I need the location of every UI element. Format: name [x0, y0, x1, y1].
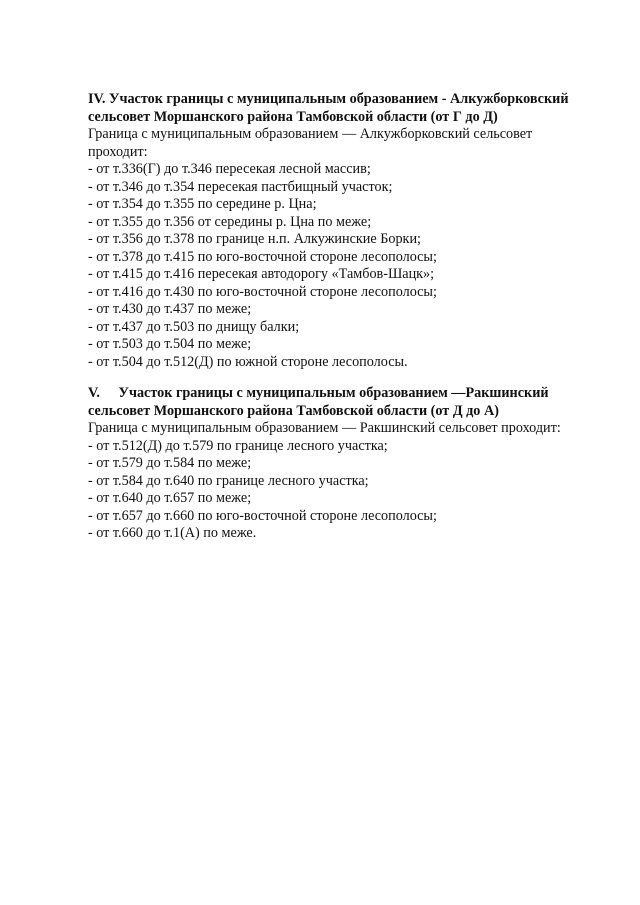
list-item: - от т.416 до т.430 по юго-восточной стороне лесополосы;: [88, 283, 437, 300]
section-intro-line2: проходит:: [88, 143, 148, 160]
list-item: - от т.584 до т.640 по границе лесного участка;: [88, 472, 369, 489]
list-item: - от т.503 до т.504 по меже;: [88, 336, 252, 352]
list-item: - от т.437 до т.503 по днищу балки;: [88, 318, 300, 335]
section-number: V.: [88, 385, 100, 401]
section-heading: [88, 385, 618, 403]
list-item: - от т.640 до т.657 по меже;: [88, 490, 252, 506]
list-item: - от т.378 до т.415 по юго-восточной стороне лесополосы;: [88, 248, 437, 265]
section-heading: [88, 91, 618, 109]
list-item: - от т.512(Д) до т.579 по границе лесного участка;: [88, 437, 388, 454]
list-item: - от т.504 до т.512(Д) по южной стороне лесополосы.: [88, 353, 408, 370]
list-item: - от т.430 до т.437 по меже;: [88, 301, 252, 317]
section-heading-line1: Участок границы с муниципальным образованием - Алкужборковский: [109, 91, 569, 107]
section-heading-line1: Участок границы с муниципальным образованием —Ракшинский: [118, 385, 549, 401]
section-iv: [88, 91, 618, 371]
list-item: - от т.579 до т.584 по меже;: [88, 455, 252, 471]
list-item: - от т.657 до т.660 по юго-восточной стороне лесополосы;: [88, 507, 437, 524]
section-heading-line2: сельсовет Моршанского района Тамбовской области (от Г до Д): [88, 108, 498, 125]
list-item: - от т.336(Г) до т.346 пересекая лесной массив;: [88, 161, 371, 177]
section-v: [88, 385, 618, 543]
section-number: IV.: [88, 91, 106, 107]
section-intro-line1: Граница с муниципальным образованием — Алкужборковский сельсовет: [88, 126, 533, 142]
list-item: - от т.355 до т.356 от середины р. Цна по меже;: [88, 213, 372, 230]
section-heading-line2: сельсовет Моршанского района Тамбовской области (от Д до А): [88, 402, 499, 419]
list-item: - от т.415 до т.416 пересекая автодорогу «Тамбов-Шацк»;: [88, 266, 435, 282]
list-item: - от т.346 до т.354 пересекая пастбищный участок;: [88, 178, 393, 195]
list-item: - от т.660 до т.1(А) по меже.: [88, 525, 257, 541]
boundary-list: [88, 438, 618, 543]
list-item: - от т.356 до т.378 по границе н.п. Алкужинские Борки;: [88, 231, 421, 247]
list-item: - от т.354 до т.355 по середине р. Цна;: [88, 196, 317, 212]
section-intro-line1: Граница с муниципальным образованием — Ракшинский сельсовет проходит:: [88, 420, 561, 436]
boundary-list: [88, 161, 618, 371]
